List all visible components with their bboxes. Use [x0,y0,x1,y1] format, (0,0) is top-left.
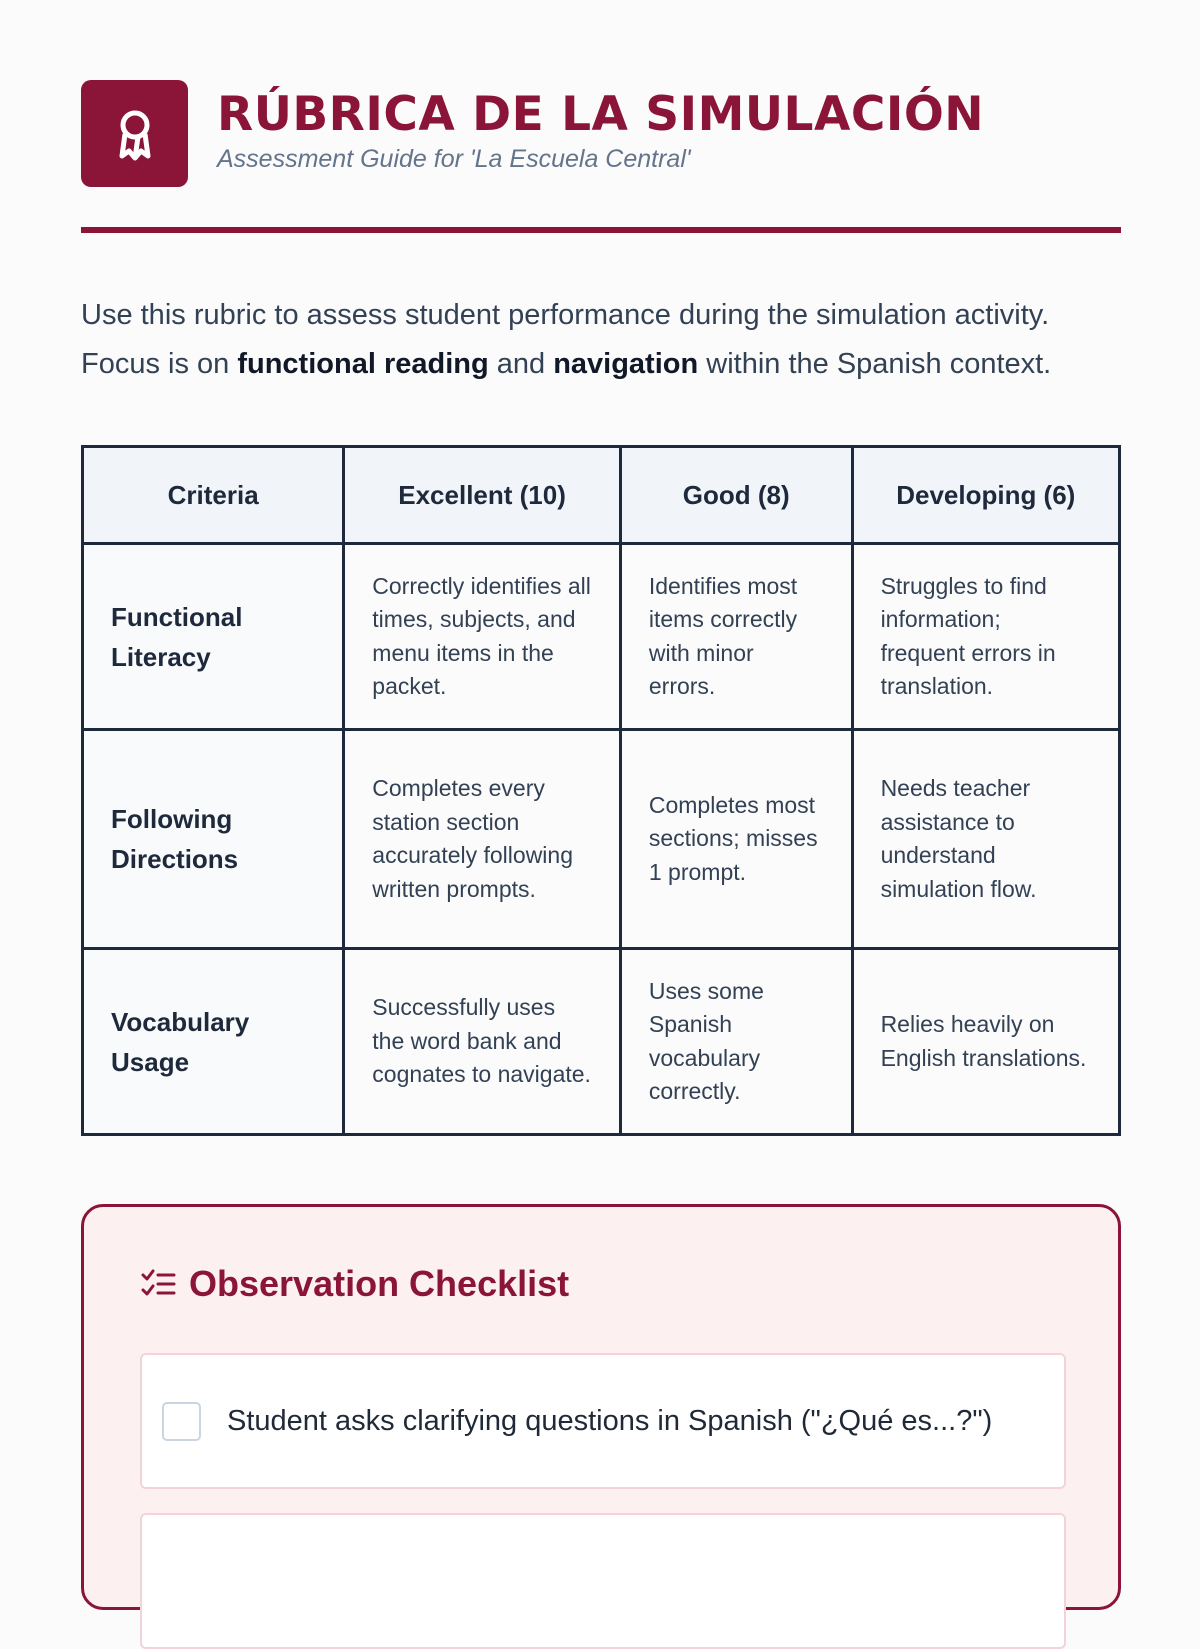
excellent-cell: Correctly identifies all times, subjects, and menu items in the packet. [344,544,621,730]
column-header-developing: Developing (6) [852,447,1119,544]
intro-text-2: and [488,348,554,380]
checkbox[interactable] [162,1402,201,1441]
intro-bold-1: functional reading [237,348,489,380]
criteria-cell: Vocabulary Usage [83,949,344,1135]
rubric-table [81,445,1121,1136]
intro-text-3: within the Spanish context. [698,348,1052,380]
checklist-item[interactable] [140,1353,1066,1489]
observation-checklist [81,1204,1121,1610]
column-header-criteria: Criteria [83,447,344,544]
page-title: RÚBRICA DE LA SIMULACIÓN [217,87,985,142]
rubric-page [81,80,1121,1610]
good-cell: Uses some Spanish vocabulary correctly. [620,949,852,1135]
award-ribbon-icon [81,80,188,187]
good-cell: Identifies most items correctly with minor errors. [620,544,852,730]
criteria-cell: Following Directions [83,730,344,949]
checklist-icon [140,1266,176,1302]
column-header-good: Good (8) [620,447,852,544]
table-row [83,949,1120,1135]
title-block [217,87,984,174]
criteria-cell: Functional Literacy [83,544,344,730]
intro-bold-2: navigation [553,348,699,380]
developing-cell: Relies heavily on English translations. [852,949,1119,1135]
table-row [83,544,1120,730]
checklist-item[interactable] [140,1513,1066,1649]
header-divider [81,227,1121,233]
checklist-heading [140,1263,569,1305]
good-cell: Completes most sections; misses 1 prompt. [620,730,852,949]
intro-text-1: Use this rubric to assess student performance during the simulation activity. Focus is on [81,299,1050,380]
checklist-item-label: Student asks clarifying questions in Spanish ("¿Qué es...?") [227,1405,993,1437]
table-row [83,730,1120,949]
checklist-title: Observation Checklist [189,1263,570,1304]
excellent-cell: Successfully uses the word bank and cognates to navigate. [344,949,621,1135]
intro-paragraph [81,291,1091,389]
table-header-row [83,447,1120,544]
page-header [81,80,1121,187]
developing-cell: Needs teacher assistance to understand simulation flow. [852,730,1119,949]
page-subtitle: Assessment Guide for 'La Escuela Central' [217,145,691,173]
developing-cell: Struggles to find information; frequent errors in translation. [852,544,1119,730]
excellent-cell: Completes every station section accurately following written prompts. [344,730,621,949]
column-header-excellent: Excellent (10) [344,447,621,544]
